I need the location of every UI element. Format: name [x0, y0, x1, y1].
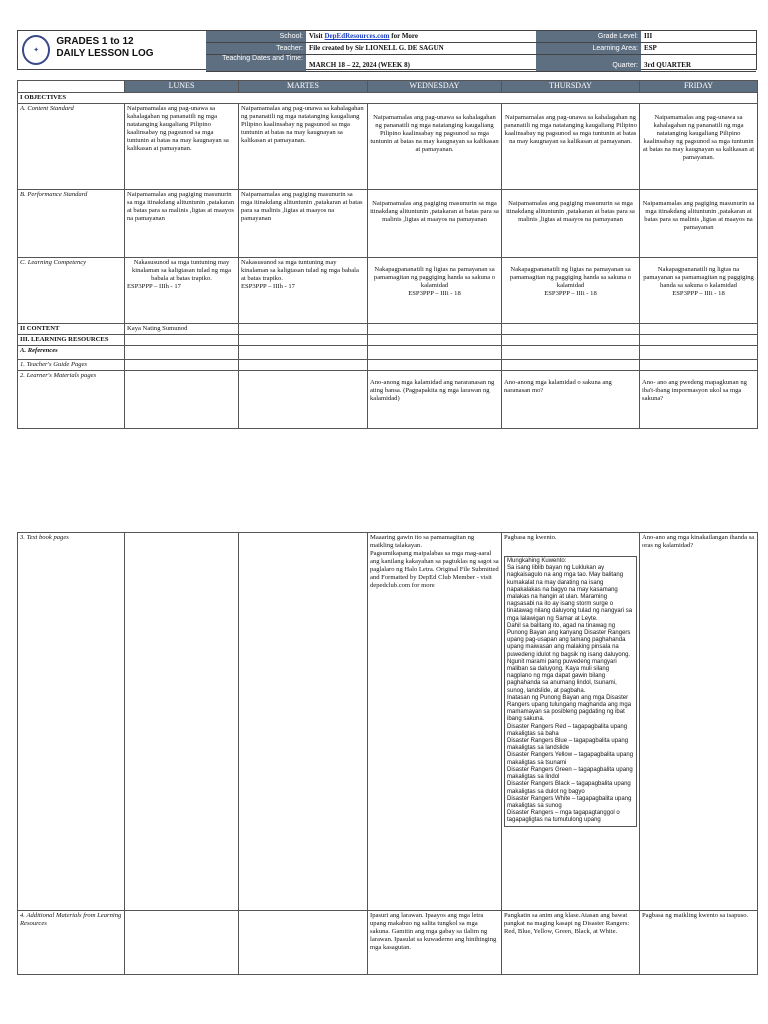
page-title: GRADES 1 to 12 DAILY LESSON LOG: [56, 36, 154, 59]
lesson-table-bottom: 3. Text book pages Maaaring gawin ito sa pamamagitan ng maikling talakayan. Pagsumikapang maipalabas sa mga mag-aaral ang kanilang kakayahan sa pagtuklas ng sagot sa paglalaro ng Halo Letra. Original File Submitted and Formatted by DepEd Club Member - visit depedclub.com for more Pagbasa ng kwento. Mungkahing Kuwento: Sa isang liblib bayan ng Luklukan ay nagkaisagulo na ang mga tao. May balitang kumakalat na may darating na isang napakalakas na bagyo na may kasamang malakas na hangin at ulan. Maraming nagsasabi na ito ay isang storm surge o tinatawag nilang daluyong tulad ng nangyari sa mga lalawigan ng Samar at Leyte. Dahil sa balitang ito, agad na tinawag ng Punong Bayan ang kanyang Disaster Rangers upang pag-usapan ang tamang paghahanda upang maiwasan ang malaking pinsala na puwedeng idulot ng bagsik ng isang daluyong. Ngunit marami pang puwedeng mangyari maliban sa daluyong. Kaya muli silang nagplano ng mga dapat gawin bilang paghahanda sa anumang lindol, tsunami, sunog, landslide, at pagbaha. Inatasan ng Punong Bayan ang mga Disaster Rangers upang tulungang maghanda ang mga mamamayan sa posibleng pagdating ng ibat ibang sakuna. Disaster Rangers Red – tagapagbalita upang makaligtas sa baha Disaster Rangers Blue – tagapagbalita upang makaligtas sa landslide Disaster Rangers Yellow – tagapagbalita upang makaligtas sa tsunami Disaster Rangers Green – tagapagbalita upang makaligtas sa lindol Disaster Rangers Black – tagapagbalita upang makaligtas sa dulot ng bagyo Disaster Rangers White – tagapagbalita upang makaligtas sa sunog Disaster Rangers – mga tagapagtanggol o tagapagligtas na tumutulong upang Ano-ano ang mga kinakailangan ihanda sa oras ng kalamidad? 4. Additional Materials from Learning Resources Ipasuri ang larawan. Ipaayos ang mga letra upang makabuo ng salita tungkol sa mga sakuna. Gamitin ang mga gabay sa ilalim ng larawan. Ipasulat sa kuwaderno ang hinihinging mga kasagutan. Pangkatin sa anim ang klase.Atasan ang bawat pangkat na maging kasapi ng Disaster Rangers: Red, Blue, Yellow, Green, Black, at White. Pagbasa ng maikling kwento sa isapuso.: [17, 532, 758, 975]
deped-seal-icon: ✦: [22, 35, 50, 65]
day-thursday: THURSDAY: [502, 81, 640, 93]
header-box: [17, 30, 757, 70]
depedresources-link[interactable]: DepEdResources.com: [324, 32, 390, 40]
header-meta: School: Visit DepEdResources.com for More Grade Level: III Teacher: File created by Sir LIONELL G. DE SAGUN Learning Area: ESP Teaching Dates and Time: MARCH 18 – 22, 2024 (WEEK 8) Quarter: 3rd QUARTER: [206, 31, 756, 69]
day-friday: FRIDAY: [640, 81, 758, 93]
day-lunes: LUNES: [125, 81, 239, 93]
day-martes: MARTES: [239, 81, 368, 93]
story-box: Mungkahing Kuwento: Sa isang liblib bayan ng Luklukan ay nagkaisagulo na ang mga tao. May balitang kumakalat na may darating na isang napakalakas na bagyo na may kasamang malakas na hangin at ulan. Maraming nagsasabi na ito ay isang storm surge o tinatawag nilang daluyong tulad ng nangyari sa mga lalawigan ng Samar at Leyte. Dahil sa balitang ito, agad na tinawag ng Punong Bayan ang kanyang Disaster Rangers upang pag-usapan ang tamang paghahanda upang maiwasan ang malaking pinsala na puwedeng idulot ng bagsik ng isang daluyong. Ngunit marami pang puwedeng mangyari maliban sa daluyong. Kaya muli silang nagplano ng mga dapat gawin bilang paghahanda sa anumang lindol, tsunami, sunog, landslide, at pagbaha. Inatasan ng Punong Bayan ang mga Disaster Rangers upang tulungang maghanda ang mga mamamayan sa posibleng pagdating ng ibat ibang sakuna. Disaster Rangers Red – tagapagbalita upang makaligtas sa baha Disaster Rangers Blue – tagapagbalita upang makaligtas sa landslide Disaster Rangers Yellow – tagapagbalita upang makaligtas sa tsunami Disaster Rangers Green – tagapagbalita upang makaligtas sa lindol Disaster Rangers Black – tagapagbalita upang makaligtas sa dulot ng bagyo Disaster Rangers White – tagapagbalita upang makaligtas sa sunog Disaster Rangers – mga tagapagtanggol o tagapagligtas na tumutulong upang: [504, 556, 637, 827]
day-wednesday: WEDNESDAY: [368, 81, 502, 93]
lesson-table-top: LUNES MARTES WEDNESDAY THURSDAY FRIDAY I OBJECTIVES A. Content Standard Naipamamalas ang pag-unawa sa kahalagahan ng pananatili ng mga natatanging kaugaliang Pilipino kaalinsabay ng pagsunod sa mga tuntunin at batas na may kaugnayan sa kalikasan at pamayanan. Naipamamalas ang pag-unawa sa kahalagahan ng pananatili ng mga natatanging kaugaliang Pilipino kaalinsabay ng pagsunod sa mga tuntunin at batas na may kaugnayan sa kalikasan at pamayanan. Naipamamalas ang pag-unawa sa kahalagahan ng pananatili ng mga natatanging kaugaliang Pilipino kaalinsabay ng pagsunod sa mga tuntunin at batas na may kaugnayan sa kalikasan at pamayanan. Naipamamalas ang pag-unawa sa kahalagahan ng pananatili ng mga natatanging kaugaliang Pilipino kaalinsabay ng pagsunod sa mga tuntunin at batas na may kaugnayan sa kalikasan at pamayanan. Naipamamalas ang pag-unawa sa kahalagahan ng pananatili ng mga natatanging kaugaliang Pilipino kaalinsabay ng pagsunod sa mga tuntunin at batas na may kaugnayan sa kalikasan at pamayanan. B. Performance Standard Naipamamalas ang pagiging masunurin sa mga itinakdang alituntunin ,patakaran at batas para sa malinis ,ligtas at maayos na pamayanan Naipamamalas ang pagiging masunurin sa mga itinakdang alituntunin ,patakaran at batas para sa malinis ,ligtas at maayos na pamayanan Naipamamalas ang pagiging masunurin sa mga itinakdang alituntunin ,patakaran at batas para sa malinis ,ligtas at maayos na pamayanan Naipamamalas ang pagiging masunurin sa mga itinakdang alituntunin ,patakaran at batas para sa malinis ,ligtas at maayos na pamayanan Naipamamalas ang pagiging masunurin sa mga itinakdang alituntunin ,patakaran at batas para sa malinis ,ligtas at maayos na pamayanan C. Learning Competency Nakasusunod sa mga tuntuning may kinalaman sa kaligtasan tulad ng mga babala at batas trapiko. ESP3PPP – IIIh - 17 Nakasusunod sa mga tuntuning may kinalaman sa kaligtasan tulad ng mga babala at batas trapiko. ESP3PPP – IIIh - 17 Nakapagpananatili ng ligtas na pamayanan sa pamamagitan ng paggiging handa sa sakuna o kalamidad ESP3PPP – IIIi - 18 Nakapagpananatili ng ligtas na pamayanan sa pamamagitan ng paggiging handa sa sakuna o kalamidad ESP3PPP – IIIi - 18 Nakapagpananatili ng ligtas na pamayanan sa pamamagitan ng paggiging handa sa sakuna o kalamidad ESP3PPP – IIIi - 18 II CONTENT Kaya Nating Sumunod III. LEARNING RESOURCES A. References 1. Teacher's Guide Pages 2. Learner's Materials pages Ano-anong mga kalamidad ang nararanasan ng ating bansa. (Pagpapakita ng mga larawan ng kalamidad) Ano-anong mga kalamidad o sakuna ang naranasan mo? Ano- ano ang pwedeng mapagkunan ng iba't-ibang impormasyon ukol sa mga sakuna?: [17, 80, 758, 429]
